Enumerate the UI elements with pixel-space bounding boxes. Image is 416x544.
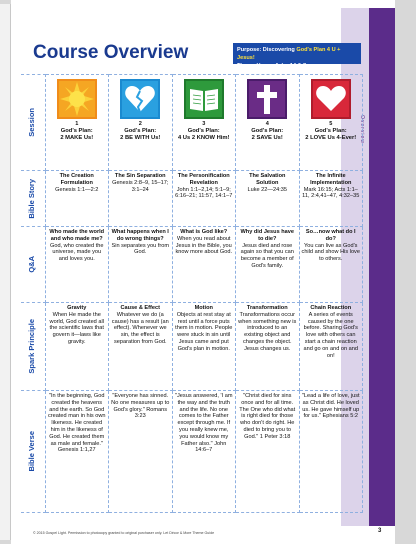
- row-head-verse: Bible Verse: [21, 391, 45, 513]
- session-plan-label: God's Plan:: [314, 127, 347, 134]
- purpose-highlight: God's Plan 4 U + Jesus!: [237, 47, 341, 61]
- answer: God, who created the universe, made you and loves you.: [50, 242, 104, 263]
- spark-desc: When He made the world, God created all the scientific laws that govern it—laws like gravity.: [49, 311, 104, 345]
- overview-table: [21, 74, 363, 513]
- answer: When you read about Jesus in the Bible, you know more about God.: [175, 235, 233, 256]
- story-title: The Sin Separation: [114, 173, 166, 179]
- spark-name: Motion: [194, 305, 213, 311]
- session-number: 5: [329, 121, 333, 127]
- session-number: 2: [138, 121, 142, 127]
- broken-heart-icon: [120, 79, 160, 119]
- previous-page-edge: [0, 4, 11, 540]
- question: What happens when I do wrong things?: [111, 229, 169, 242]
- story-ref: Mark 16:15; Acts 1:1–11, 2:4,41–47, 4:32–35: [302, 186, 360, 200]
- spark-desc: Transformations occur when something new is introduced to an existing object and changes the object. Jesus changes us.: [238, 311, 297, 352]
- session-plan-label: God's Plan:: [187, 127, 220, 134]
- story-ref: Genesis 2:8–9, 15–17; 3:1–24: [112, 179, 169, 193]
- copyright-footer: © 2015 Gospel Light. Permission to photocopy granted to original purchaser only. Let Décor & More Theme Guide: [33, 531, 215, 535]
- row-head-qa: Q&A: [21, 227, 45, 303]
- session-plan-label: God's Plan:: [124, 127, 157, 134]
- verse-cell: "In the beginning, God created the heavens and the earth. So God created man in his own likeness. He created him in the likeness of God. He created them as male and female." Genesis 1:1,27: [45, 391, 109, 513]
- verse-cell: "Jesus answered, 'I am the way and the truth and the life. No one comes to the Father except through me. If you really knew me, you would know my Father also." John 14:6–7: [172, 391, 236, 513]
- spark-name: Transformation: [246, 305, 288, 311]
- story-cell: [172, 171, 236, 227]
- verse-cell: "Christ died for sins once and for all time. The One who did what is right died for those who don't do right. He died to bring you to God." 1 Peter 3:18: [236, 391, 300, 513]
- session-cell: [109, 75, 173, 171]
- story-title: The Salvation Solution: [249, 173, 286, 186]
- session-cell: [236, 75, 300, 171]
- theme-verse: Theme Verse: John 14:6-7: [237, 63, 307, 69]
- qa-cell: [172, 227, 236, 303]
- answer: Sin separates you from God.: [111, 242, 170, 256]
- session-number: 4: [265, 121, 269, 127]
- row-head-session: Session: [21, 75, 45, 171]
- qa-row: [21, 227, 363, 303]
- spark-cell: [236, 303, 300, 391]
- purpose-label: Purpose: Discovering: [237, 47, 297, 53]
- session-number: 3: [202, 121, 206, 127]
- row-head-bible-story: Bible Story: [21, 171, 45, 227]
- session-cell: [172, 75, 236, 171]
- open-book-icon: [184, 79, 224, 119]
- question: Who made the world and who made me?: [49, 229, 105, 242]
- story-title: The Infinite Implementation: [310, 173, 352, 186]
- session-plan-title: 2 LOVE Us 4-Ever!: [305, 134, 357, 141]
- page-number: 3: [378, 528, 382, 534]
- session-plan-title: 2 MAKE Us!: [60, 134, 94, 141]
- spark-cell: [172, 303, 236, 391]
- question: What is God like?: [180, 229, 228, 235]
- qa-cell: [109, 227, 173, 303]
- bible-story-row: [21, 171, 363, 227]
- spark-name: Cause & Effect: [120, 305, 160, 311]
- spark-cell: [109, 303, 173, 391]
- session-cell: [299, 75, 363, 171]
- session-number: 1: [75, 121, 79, 127]
- side-label: Overview: [359, 115, 365, 144]
- spark-name: Gravity: [67, 305, 87, 311]
- spark-desc: A series of events caused by the one before. Sharing God's love with others can start a chain reaction and go on and on and on!: [303, 311, 358, 359]
- session-plan-title: 2 SAVE Us!: [251, 134, 283, 141]
- spark-name: Chain Reaction: [310, 305, 352, 311]
- story-title: The Personification Revelation: [177, 173, 230, 186]
- heart-icon: [311, 79, 351, 119]
- spark-desc: Objects at rest stay at rest until a force puts them in motion. People were stuck in sin until Jesus came and put God's plan in motion.: [175, 311, 233, 352]
- row-head-spark: Spark Principle: [21, 303, 45, 391]
- story-ref: John 1:1–2,14; 5:1–9; 6:16–21; 11:57, 14:1–7: [175, 186, 233, 200]
- story-cell: [45, 171, 109, 227]
- session-plan-label: God's Plan:: [60, 127, 93, 134]
- verse-cell: "Everyone has sinned. No one measures up to God's glory." Romans 3:23: [109, 391, 173, 513]
- purpose-box: [233, 43, 361, 69]
- question: Why did Jesus have to die?: [240, 229, 294, 242]
- question: So…now what do I do?: [305, 229, 356, 242]
- story-title: The Creation Formulation: [59, 173, 94, 186]
- spark-cell: [299, 303, 363, 391]
- story-cell: [109, 171, 173, 227]
- story-cell: [299, 171, 363, 227]
- session-plan-label: God's Plan:: [251, 127, 284, 134]
- story-cell: [236, 171, 300, 227]
- spark-row: [21, 303, 363, 391]
- spark-desc: Whatever we do (a cause) has a result (an effect). Whenever we sin, the effect is separation from God.: [111, 311, 169, 345]
- session-plan-title: 4 Us 2 KNOW Him!: [177, 134, 230, 141]
- story-ref: Genesis 1:1—2:2: [55, 186, 99, 193]
- session-plan-title: 2 BE WITH Us!: [120, 134, 161, 141]
- qa-cell: [299, 227, 363, 303]
- session-cell: [45, 75, 109, 171]
- qa-cell: [236, 227, 300, 303]
- verse-cell: "Lead a life of love, just as Christ did. He loved us. He gave himself up for us." Ephesians 5:2: [299, 391, 363, 513]
- verse-row: [21, 391, 363, 513]
- page-title: Course Overview: [33, 42, 189, 63]
- spark-cell: [45, 303, 109, 391]
- sun-icon: [57, 79, 97, 119]
- qa-cell: [45, 227, 109, 303]
- answer: Jesus died and rose again so that you can become a member of God's family.: [240, 242, 294, 269]
- answer: You can live as God's child and show His love to others.: [301, 242, 360, 263]
- session-row: [21, 75, 363, 171]
- cross-icon: [247, 79, 287, 119]
- story-ref: Luke 22—24:35: [247, 186, 287, 193]
